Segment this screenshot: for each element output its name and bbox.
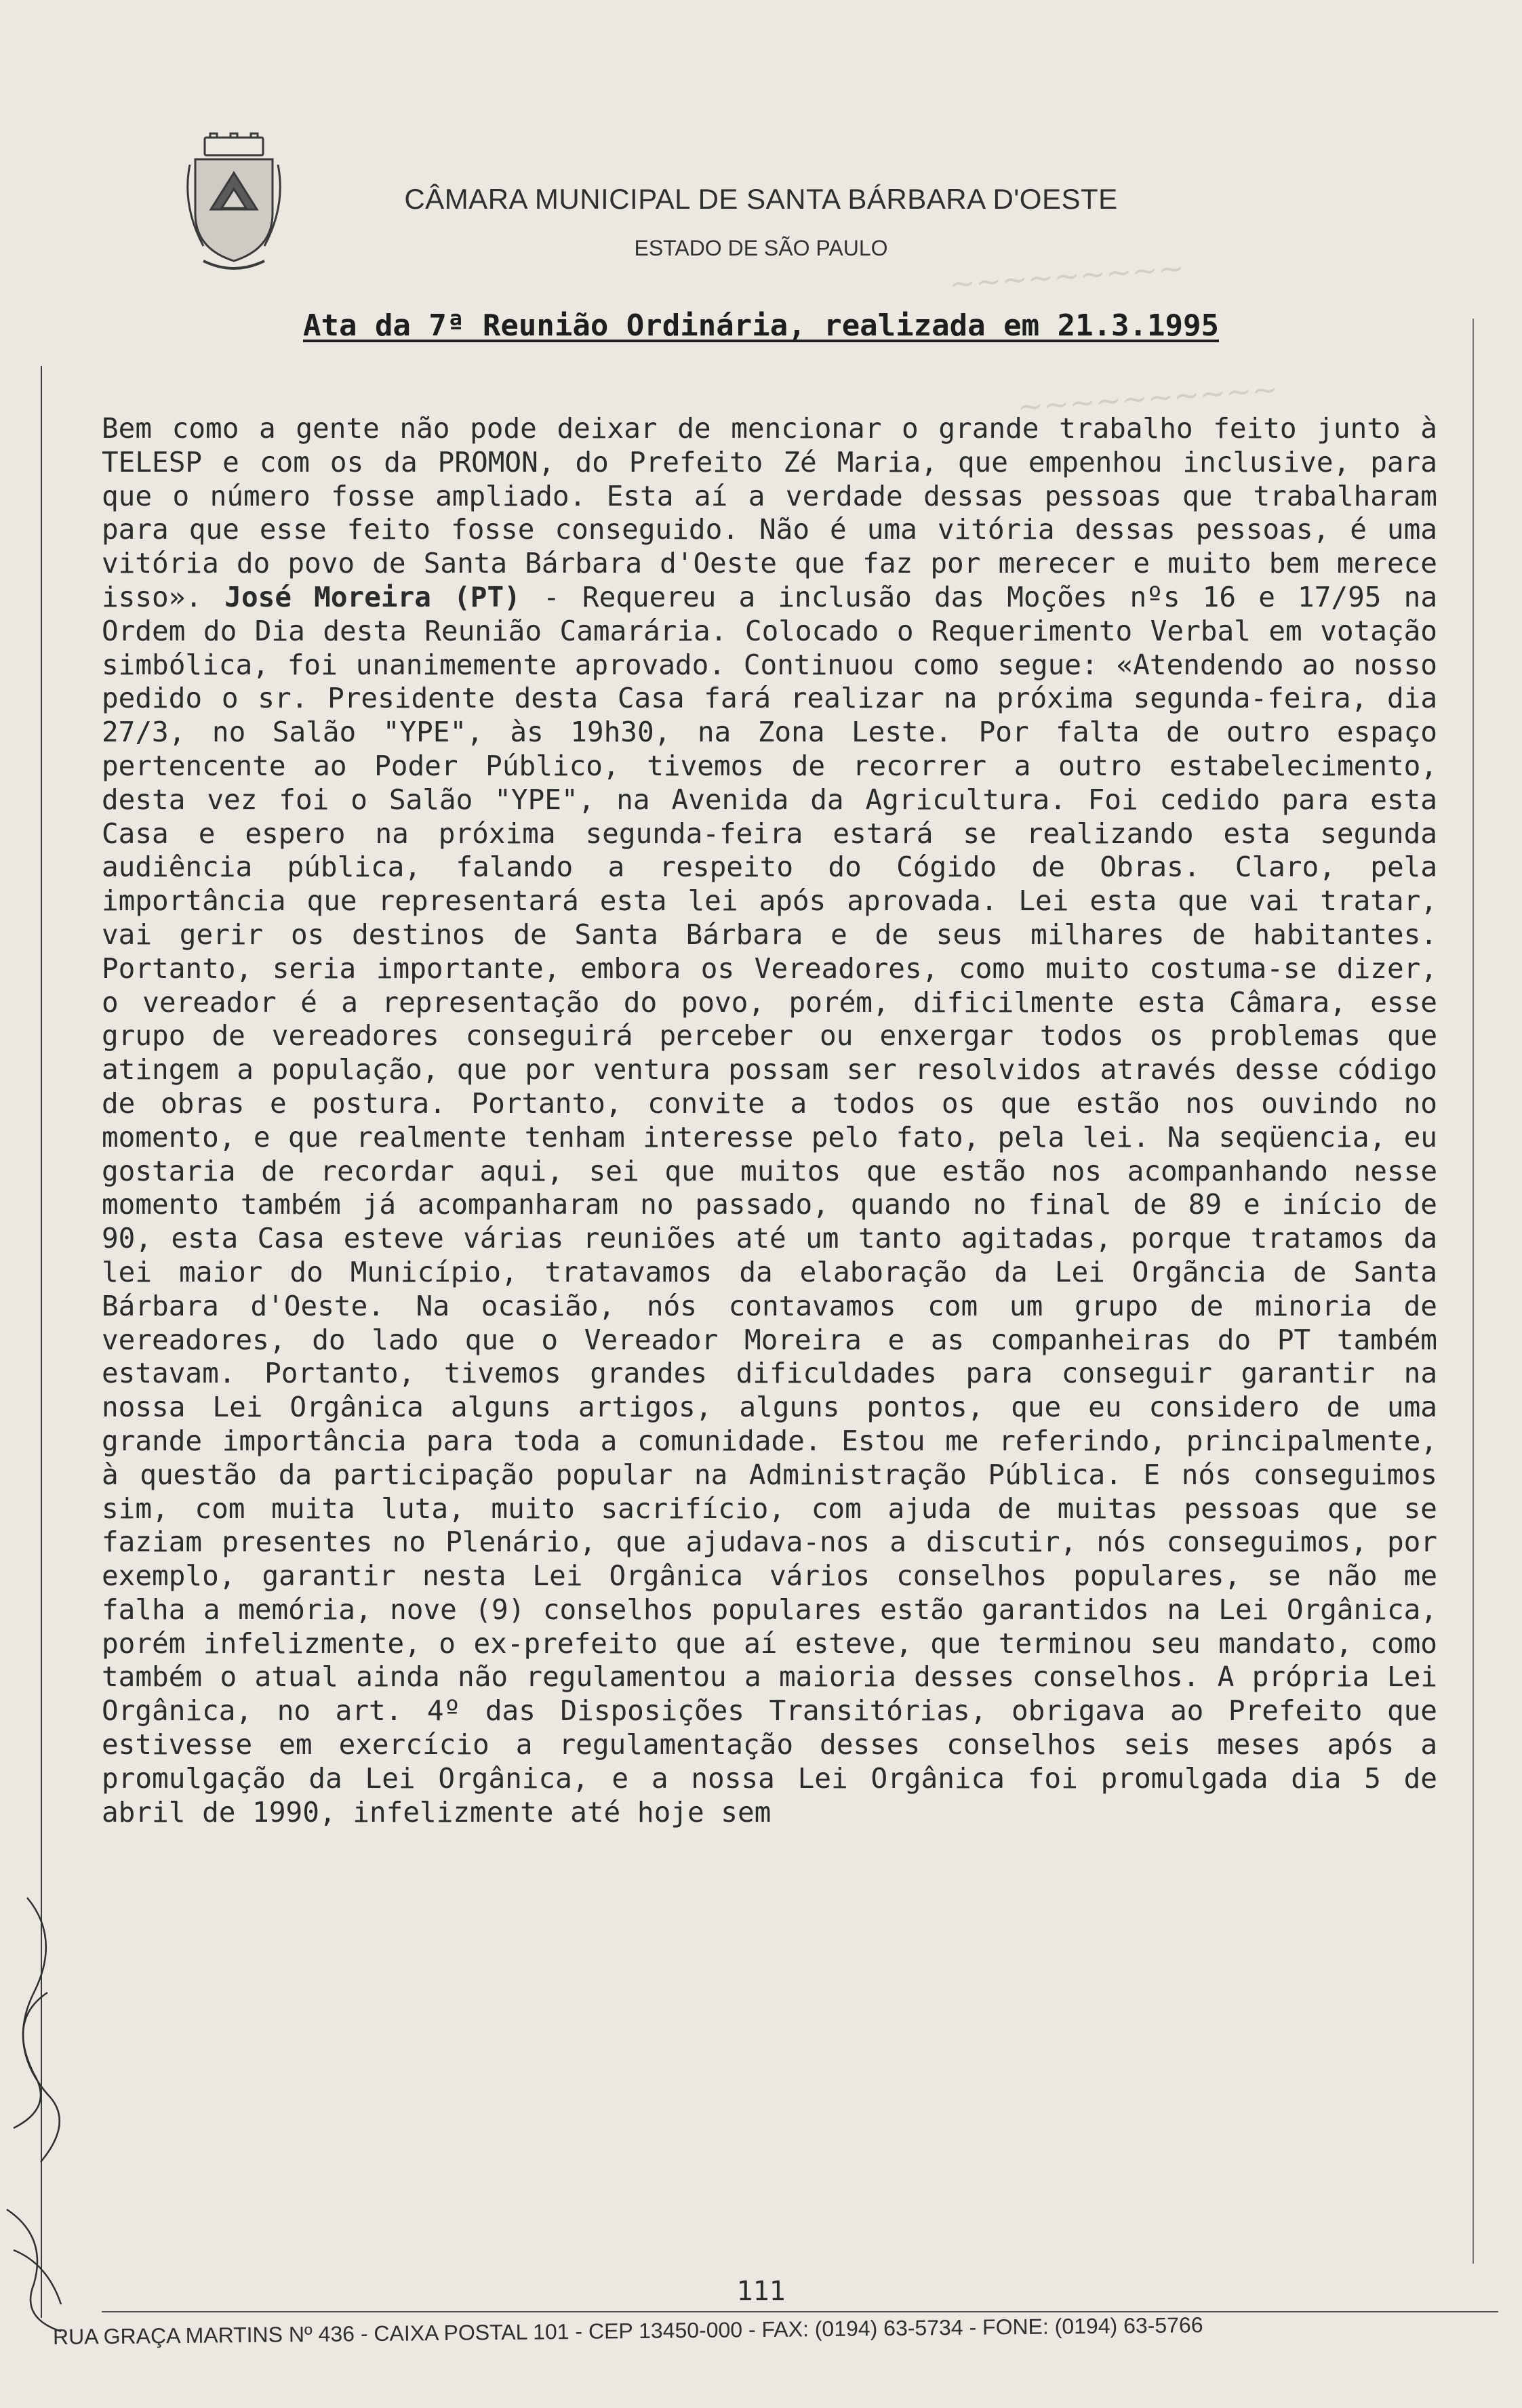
body-text-after: - Requereu a inclusão das Moções nºs 16 e 17/95 na Ordem do Dia desta Reunião Camarária. Colocado o Requerimento Verbal em votação simbólica, foi unanimemente aprovado. Continuou como segue: «Atendendo ao nosso pedido o sr. Presidente desta Casa fará realizar na próxima segunda-feira, dia 27/3, no Salão "YPE", às 19h30, na Zona Leste. Por falta de outro espaço pertencente ao Poder Público, tivemos de recorrer a outro estabelecimento, desta vez foi o Salão "YPE", na Avenida da Agricultura. Foi cedido para esta Casa e espero na próxima segunda-feira estará se realizando esta segunda audiência pública, falando a respeito do Cógido de Obras. Claro, pela importância que representará esta lei após aprovada. Lei esta que vai tratar, vai gerir os destinos de Santa Bárbara e de seus milhares de habitantes. Portanto, seria importante, embora os Vereadores, como muito costuma-se dizer, o vereador é a representação do povo, porém, dificilmente esta Câmara, esse grupo de vereadores conseguirá perceber ou enxergar todos os problemas que atingem a população, que por ventura possam ser resolvidos através desse código de obras e postura. Portanto, convite a todos os que estão nos ouvindo no momento, e que realmente tenham interesse pelo fato, pela lei. Na seqüencia, eu gostaria de recordar aqui, sei que muitos que estão nos acompanhando nesse momento também já acompanharam no passado, quando no final de 89 e início de 90, esta Casa esteve várias reuniões até um tanto agitadas, porque tratamos da lei maior do Município, tratavamos da elaboração da Lei Orgãncia de Santa Bárbara d'Oeste. Na ocasião, nós contavamos com um grupo de minoria de vereadores, do lado que o Vereador Moreira e as companheiras do PT também estavam. Portanto, tivemos grandes dificuldades para conseguir garantir na nossa Lei Orgânica alguns artigos, alguns pontos, que eu considero de uma grande importância para toda a comunidade. Estou me referindo, principalmente, à questão da participação popular na Administração Pública. E nós conseguimos sim, com muita luta, muito sacrifício, com ajuda de muitas pessoas que se faziam presentes no Plenário, que ajudava-nos a discutir, nós conseguimos, por exemplo, garantir nesta Lei Orgânica vários conselhos populares, se não me falha a memória, nove (9) conselhos populares estão garantidos na Lei Orgânica, porém infelizmente, o ex-prefeito que aí esteve, que terminou seu mandato, como também o atual ainda não regulamentou a maioria desses conselhos. A própria Lei Orgânica, no art. 4º das Disposições Transitórias, obrigava ao Prefeito que estivesse em exercício a regulamentação desses conselhos seis meses após a promulgação da Lei Orgânica, e a nossa Lei Orgânica foi promulgada dia 5 de abril de 1990, infelizmente até hoje sem [102, 580, 1438, 1829]
bleed-through-mark: ~~~~~~~~~~ [1016, 370, 1279, 426]
footer-address: RUA GRAÇA MARTINS Nº 436 - CAIXA POSTAL 101 - CEP 13450-000 - FAX: (0194) 63-5734 - FONE: (0194) 63-5766 [52, 2312, 1203, 2349]
document-title: Ata da 7ª Reunião Ordinária, realizada em 21.3.1995 [302, 308, 1219, 343]
body-text-before: Bem como a gente não pode deixar de mencionar o grande trabalho feito junto à TELESP e com os da PROMON, do Prefeito Zé Maria, que empenhou inclusive, para que o número fosse ampliado. Esta aí a verdade dessas pessoas que trabalharam para que esse feito fosse conseguido. Não é uma vitória dessas pessoas, é uma vitória do povo de Santa Bárbara d'Oeste que faz por merecer e muito bem merece isso». [102, 412, 1437, 613]
org-state: ESTADO DE SÃO PAULO [634, 236, 888, 260]
org-name: CÂMARA MUNICIPAL DE SANTA BÁRBARA D'OESTE [404, 183, 1118, 215]
minutes-body [102, 412, 1437, 1829]
handwritten-signature [0, 1871, 81, 2345]
minutes-paragraph [102, 412, 1437, 1829]
right-margin-rule [1473, 319, 1474, 2264]
speaker-name: José Moreira (PT) [224, 580, 521, 613]
bleed-through-mark: ~~~~~~~~~ [948, 249, 1186, 303]
page-number: 111 [736, 2276, 786, 2307]
